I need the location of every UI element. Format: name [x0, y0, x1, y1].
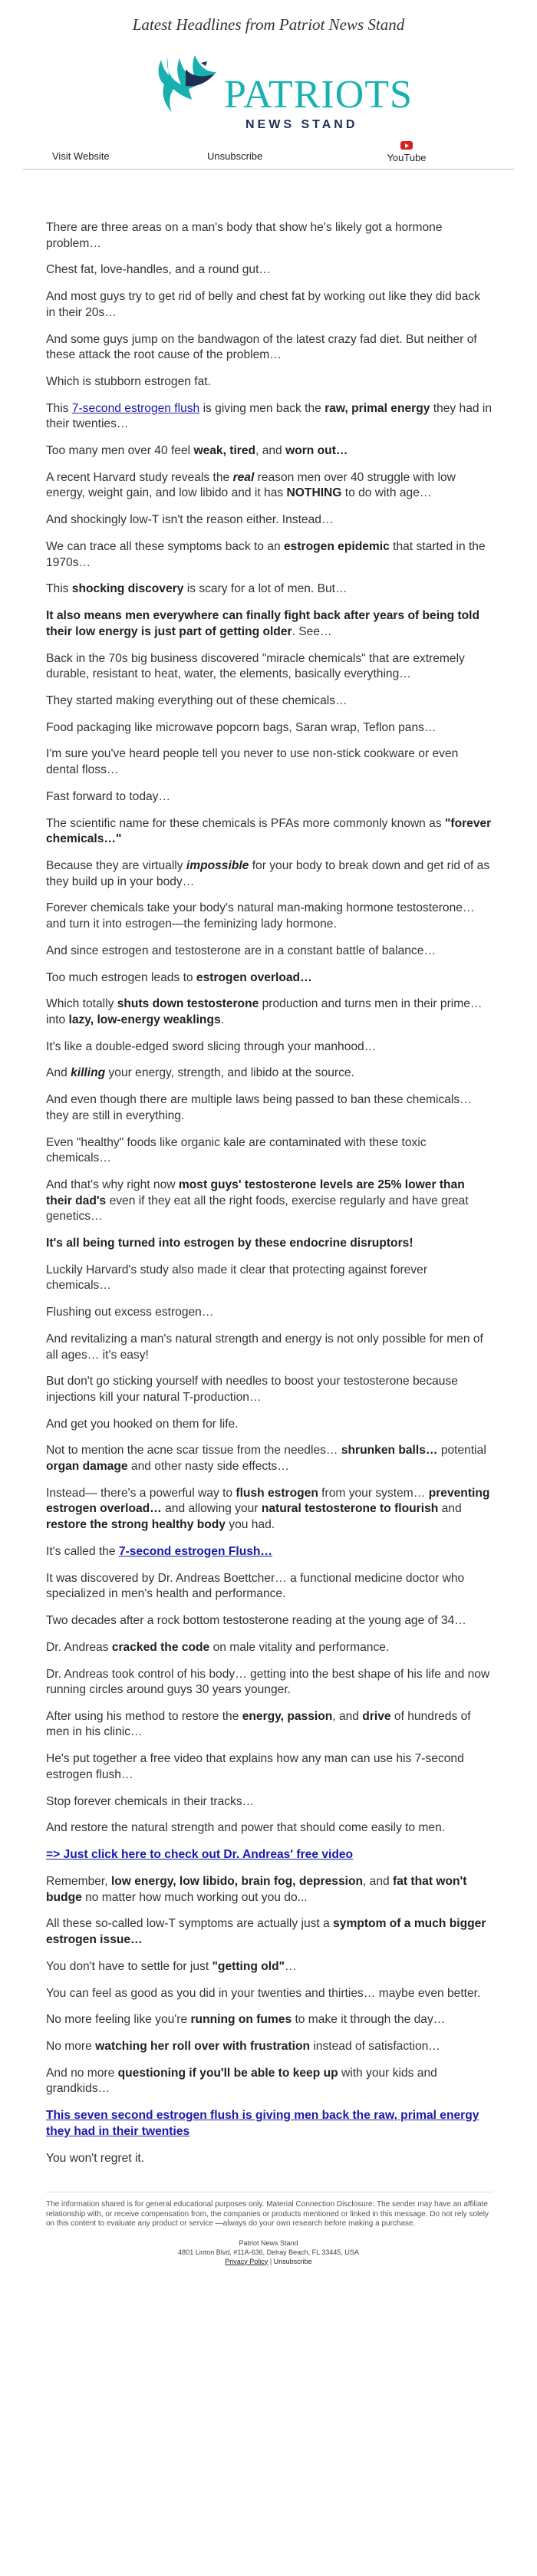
paragraph: Back in the 70s big business discovered "miracle chemicals" that are extremely durable, resistant to heat, water, the elements, basically everything…: [46, 651, 465, 681]
youtube-play-icon: [400, 141, 413, 150]
paragraph: A recent Harvard study reveals the real reason men over 40 struggle with low energy, weight gain, and low libido and it has NOTHING to do with age…: [46, 470, 456, 500]
paragraph: And shockingly low-T isn't the reason either. Instead…: [46, 513, 334, 527]
paragraph: It also means men everywhere can finally fight back after years of being told their low energy is just part of getting older. See…: [46, 609, 480, 638]
logo-subtitle: NEWS STAND: [245, 118, 358, 131]
footer-company: Patriot News Stand: [239, 2238, 298, 2247]
paragraph: It's all being turned into estrogen by these endocrine disruptors!: [46, 1236, 413, 1250]
paragraph: Flushing out excess estrogen…: [46, 1306, 214, 1319]
paragraph: He's put together a free video that explains how any man can use his 7-second estrogen flush…: [46, 1752, 464, 1781]
paragraph: And restore the natural strength and power that should come easily to men.: [46, 1821, 446, 1835]
paragraph: Luckily Harvard's study also made it clear that protecting against forever chemicals…: [46, 1263, 428, 1293]
top-nav: [23, 141, 514, 170]
paragraph: And even though there are multiple laws being passed to ban these chemicals… they are still in everything.: [46, 1093, 472, 1122]
paragraph: Too many men over 40 feel weak, tired, and worn out…: [46, 444, 348, 458]
logo-wordmark: PATRIOTS: [224, 73, 413, 117]
footer-separator: |: [268, 2257, 274, 2265]
paragraph: Food packaging like microwave popcorn bags, Saran wrap, Teflon pans…: [46, 720, 437, 734]
paragraph: You can feel as good as you did in your twenties and thirties… maybe even better.: [46, 1986, 481, 2000]
paragraph: It's like a double-edged sword slicing through your manhood…: [46, 1039, 377, 1053]
paragraph: I'm sure you've heard people tell you never to use non-stick cookware or even dental floss…: [46, 747, 459, 777]
paragraph: Two decades after a rock bottom testosterone reading at the young age of 34…: [46, 1613, 466, 1627]
footer: [0, 2238, 537, 2266]
paragraph: Because they are virtually impossible for your body to break down and get rid of as they build up in your body…: [46, 859, 490, 888]
paragraph: And since estrogen and testosterone are in a constant battle of balance…: [46, 944, 436, 957]
footer-address: 4801 Linton Blvd, #11A-636, Delray Beach, FL 33445, USA: [178, 2248, 359, 2256]
estrogen-flush-cta-link[interactable]: This seven second estrogen flush is giving men back the raw, primal energy they had in their twenties: [46, 2109, 479, 2138]
estrogen-flush-link-2[interactable]: 7-second estrogen Flush…: [118, 1544, 273, 1558]
visit-website-link[interactable]: Visit Website: [52, 150, 110, 162]
paragraph: And get you hooked on them for life.: [46, 1417, 239, 1431]
paragraph: [46, 2108, 493, 2140]
paragraph: We can trace all these symptoms back to an estrogen epidemic that started in the 1970s…: [46, 540, 486, 569]
paragraph: No more feeling like you're running on fumes to make it through the day…: [46, 2013, 446, 2027]
paragraph: Instead— there's a powerful way to flush estrogen from your system… preventing estrogen overload… and allowing your natural testosterone to flourish and restore the strong healthy body you had.: [46, 1486, 490, 1531]
paragraph: This shocking discovery is scary for a lot of men. But…: [46, 582, 348, 596]
paragraph: And no more questioning if you'll be able to keep up with your kids and grandkids…: [46, 2066, 437, 2096]
paragraph: The scientific name for these chemicals is PFAs more commonly known as "forever chemicals…": [46, 816, 492, 846]
paragraph: Remember, low energy, low libido, brain fog, depression, and fat that won't budge no matter how much working out you do...: [46, 1874, 467, 1904]
eagle-icon: [146, 46, 230, 130]
unsubscribe-link[interactable]: Unsubscribe: [207, 150, 263, 162]
paragraph: And killing your energy, strength, and libido at the source.: [46, 1066, 354, 1080]
paragraph: Not to mention the acne scar tissue from the needles… shrunken balls… potential organ damage and other nasty side effects…: [46, 1444, 486, 1474]
paragraph: No more watching her roll over with frustration instead of satisfaction…: [46, 2040, 440, 2054]
disclaimer: The information shared is for general educational purposes only. Material Connection Disclosure: The sender may have an affiliate relationship with, or receive compensation from, the companies or products mentioned or linked in this message. Do not rely solely on this content to evaluate any product or service —always do your own research before making a purchase.: [46, 2192, 493, 2229]
paragraph: Which totally shuts down testosterone production and turns men in their prime… into lazy, low-energy weaklings.: [46, 997, 483, 1026]
privacy-policy-link[interactable]: Privacy Policy: [225, 2257, 268, 2265]
paragraph: All these so-called low-T symptoms are actually just a symptom of a much bigger estrogen issue…: [46, 1917, 486, 1946]
paragraph: Forever chemicals take your body's natural man-making hormone testosterone… and turn it into estrogen—the feminizing lady hormone.: [46, 901, 475, 931]
paragraph: And most guys try to get rid of belly and chest fat by working out like they did back in their 20s…: [46, 290, 480, 319]
paragraph: Fast forward to today…: [46, 789, 171, 803]
paragraph: Too much estrogen leads to estrogen overload…: [46, 970, 312, 984]
paragraph: You won't regret it.: [46, 2151, 145, 2165]
free-video-link[interactable]: => Just click here to check out Dr. Andreas' free video: [46, 1848, 354, 1862]
paragraph: Chest fat, love-handles, and a round gut…: [46, 263, 271, 277]
paragraph: It was discovered by Dr. Andreas Boettcher… a functional medicine doctor who specialized in men's health and performance.: [46, 1571, 465, 1601]
paragraph: This 7-second estrogen flush is giving men back the raw, primal energy they had in their twenties…: [46, 401, 493, 431]
paragraph: Dr. Andreas cracked the code on male vitality and performance.: [46, 1640, 390, 1654]
paragraph: They started making everything out of these chemicals…: [46, 693, 348, 707]
youtube-label: YouTube: [387, 152, 427, 163]
patriots-logo[interactable]: [146, 46, 413, 131]
paragraph: You don't have to settle for just "getting old"…: [46, 1959, 297, 1973]
paragraph: And that's why right now most guys' testosterone levels are 25% lower than their dad's even if they eat all the right foods, exercise regularly and have great genetics…: [46, 1178, 469, 1224]
paragraph: And some guys jump on the bandwagon of the latest crazy fad diet. But neither of these attack the root cause of the problem…: [46, 332, 477, 362]
paragraph: After using his method to restore the energy, passion, and drive of hundreds of men in his clinic…: [46, 1709, 471, 1739]
estrogen-flush-link[interactable]: 7-second estrogen flush: [71, 401, 200, 415]
paragraph: And revitalizing a man's natural strength and energy is not only possible for men of all ages… it's easy!: [46, 1332, 483, 1362]
paragraph: But don't go sticking yourself with needles to boost your testosterone because injections kill your natural T-production…: [46, 1375, 458, 1404]
paragraph: It's called the 7-second estrogen Flush…: [46, 1544, 273, 1558]
youtube-link[interactable]: [384, 141, 430, 163]
footer-unsubscribe-link[interactable]: Unsubscribe: [273, 2257, 312, 2265]
email-body: [46, 220, 493, 2166]
paragraph: [46, 1847, 493, 1863]
newsletter-headline: Latest Headlines from Patriot News Stand: [132, 15, 405, 34]
paragraph: Which is stubborn estrogen fat.: [46, 374, 211, 388]
paragraph: Dr. Andreas took control of his body… getting into the best shape of his life and now running circles around guys 30 years younger.: [46, 1667, 490, 1697]
paragraph: Even "healthy" foods like organic kale are contaminated with these toxic chemicals…: [46, 1135, 427, 1165]
paragraph: There are three areas on a man's body that show he's likely got a hormone problem…: [46, 221, 443, 250]
paragraph: Stop forever chemicals in their tracks…: [46, 1794, 255, 1808]
